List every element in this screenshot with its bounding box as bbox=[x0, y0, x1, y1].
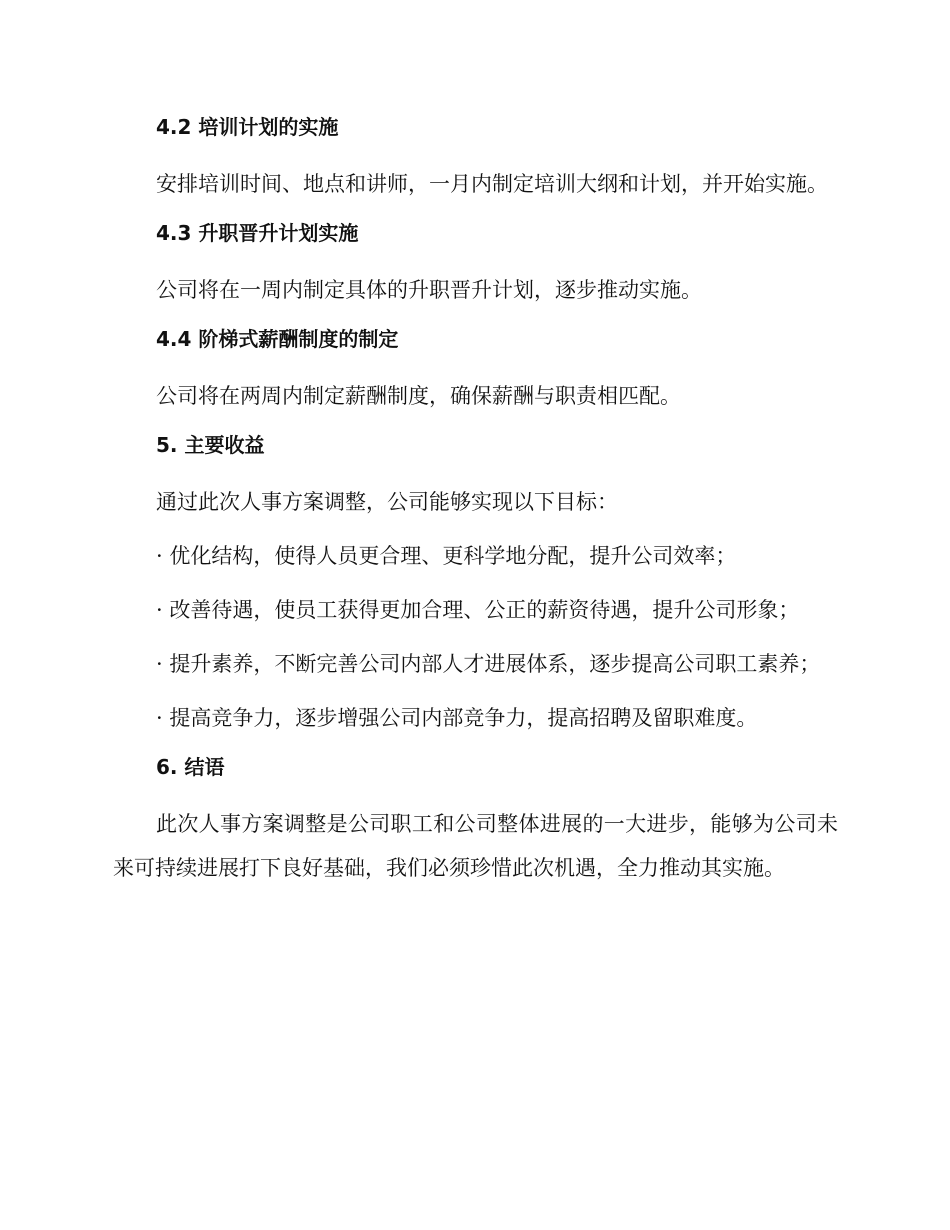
paragraph-4-2: 安排培训时间、地点和讲师，一月内制定培训大纲和计划，并开始实施。 bbox=[156, 172, 828, 196]
paragraph-4-4: 公司将在两周内制定薪酬制度，确保薪酬与职责相匹配。 bbox=[156, 384, 681, 408]
paragraph-5-intro: 通过此次人事方案调整，公司能够实现以下目标： bbox=[156, 490, 618, 514]
document-body bbox=[113, 110, 838, 900]
heading-5: 5. 主要收益 bbox=[156, 433, 265, 457]
paragraph-6: 此次人事方案调整是公司职工和公司整体进展的一大进步，能够为公司未来可持续进展打下良好基础，我们必须珍惜此次机遇，全力推动其实施。 bbox=[113, 812, 838, 880]
heading-4-2: 4.2 培训计划的实施 bbox=[156, 115, 339, 139]
bullet-item: · 优化结构，使得人员更合理、更科学地分配，提升公司效率； bbox=[156, 544, 737, 568]
bullet-item: · 提升素养，不断完善公司内部人才进展体系，逐步提高公司职工素养； bbox=[156, 652, 821, 676]
paragraph-4-3: 公司将在一周内制定具体的升职晋升计划，逐步推动实施。 bbox=[156, 278, 702, 302]
bullet-item: · 改善待遇，使员工获得更加合理、公正的薪资待遇，提升公司形象； bbox=[156, 598, 800, 622]
bullet-item: · 提高竞争力，逐步增强公司内部竞争力，提高招聘及留职难度。 bbox=[156, 706, 758, 730]
heading-4-4: 4.4 阶梯式薪酬制度的制定 bbox=[156, 327, 399, 351]
heading-6: 6. 结语 bbox=[156, 755, 225, 779]
heading-4-3: 4.3 升职晋升计划实施 bbox=[156, 221, 359, 245]
